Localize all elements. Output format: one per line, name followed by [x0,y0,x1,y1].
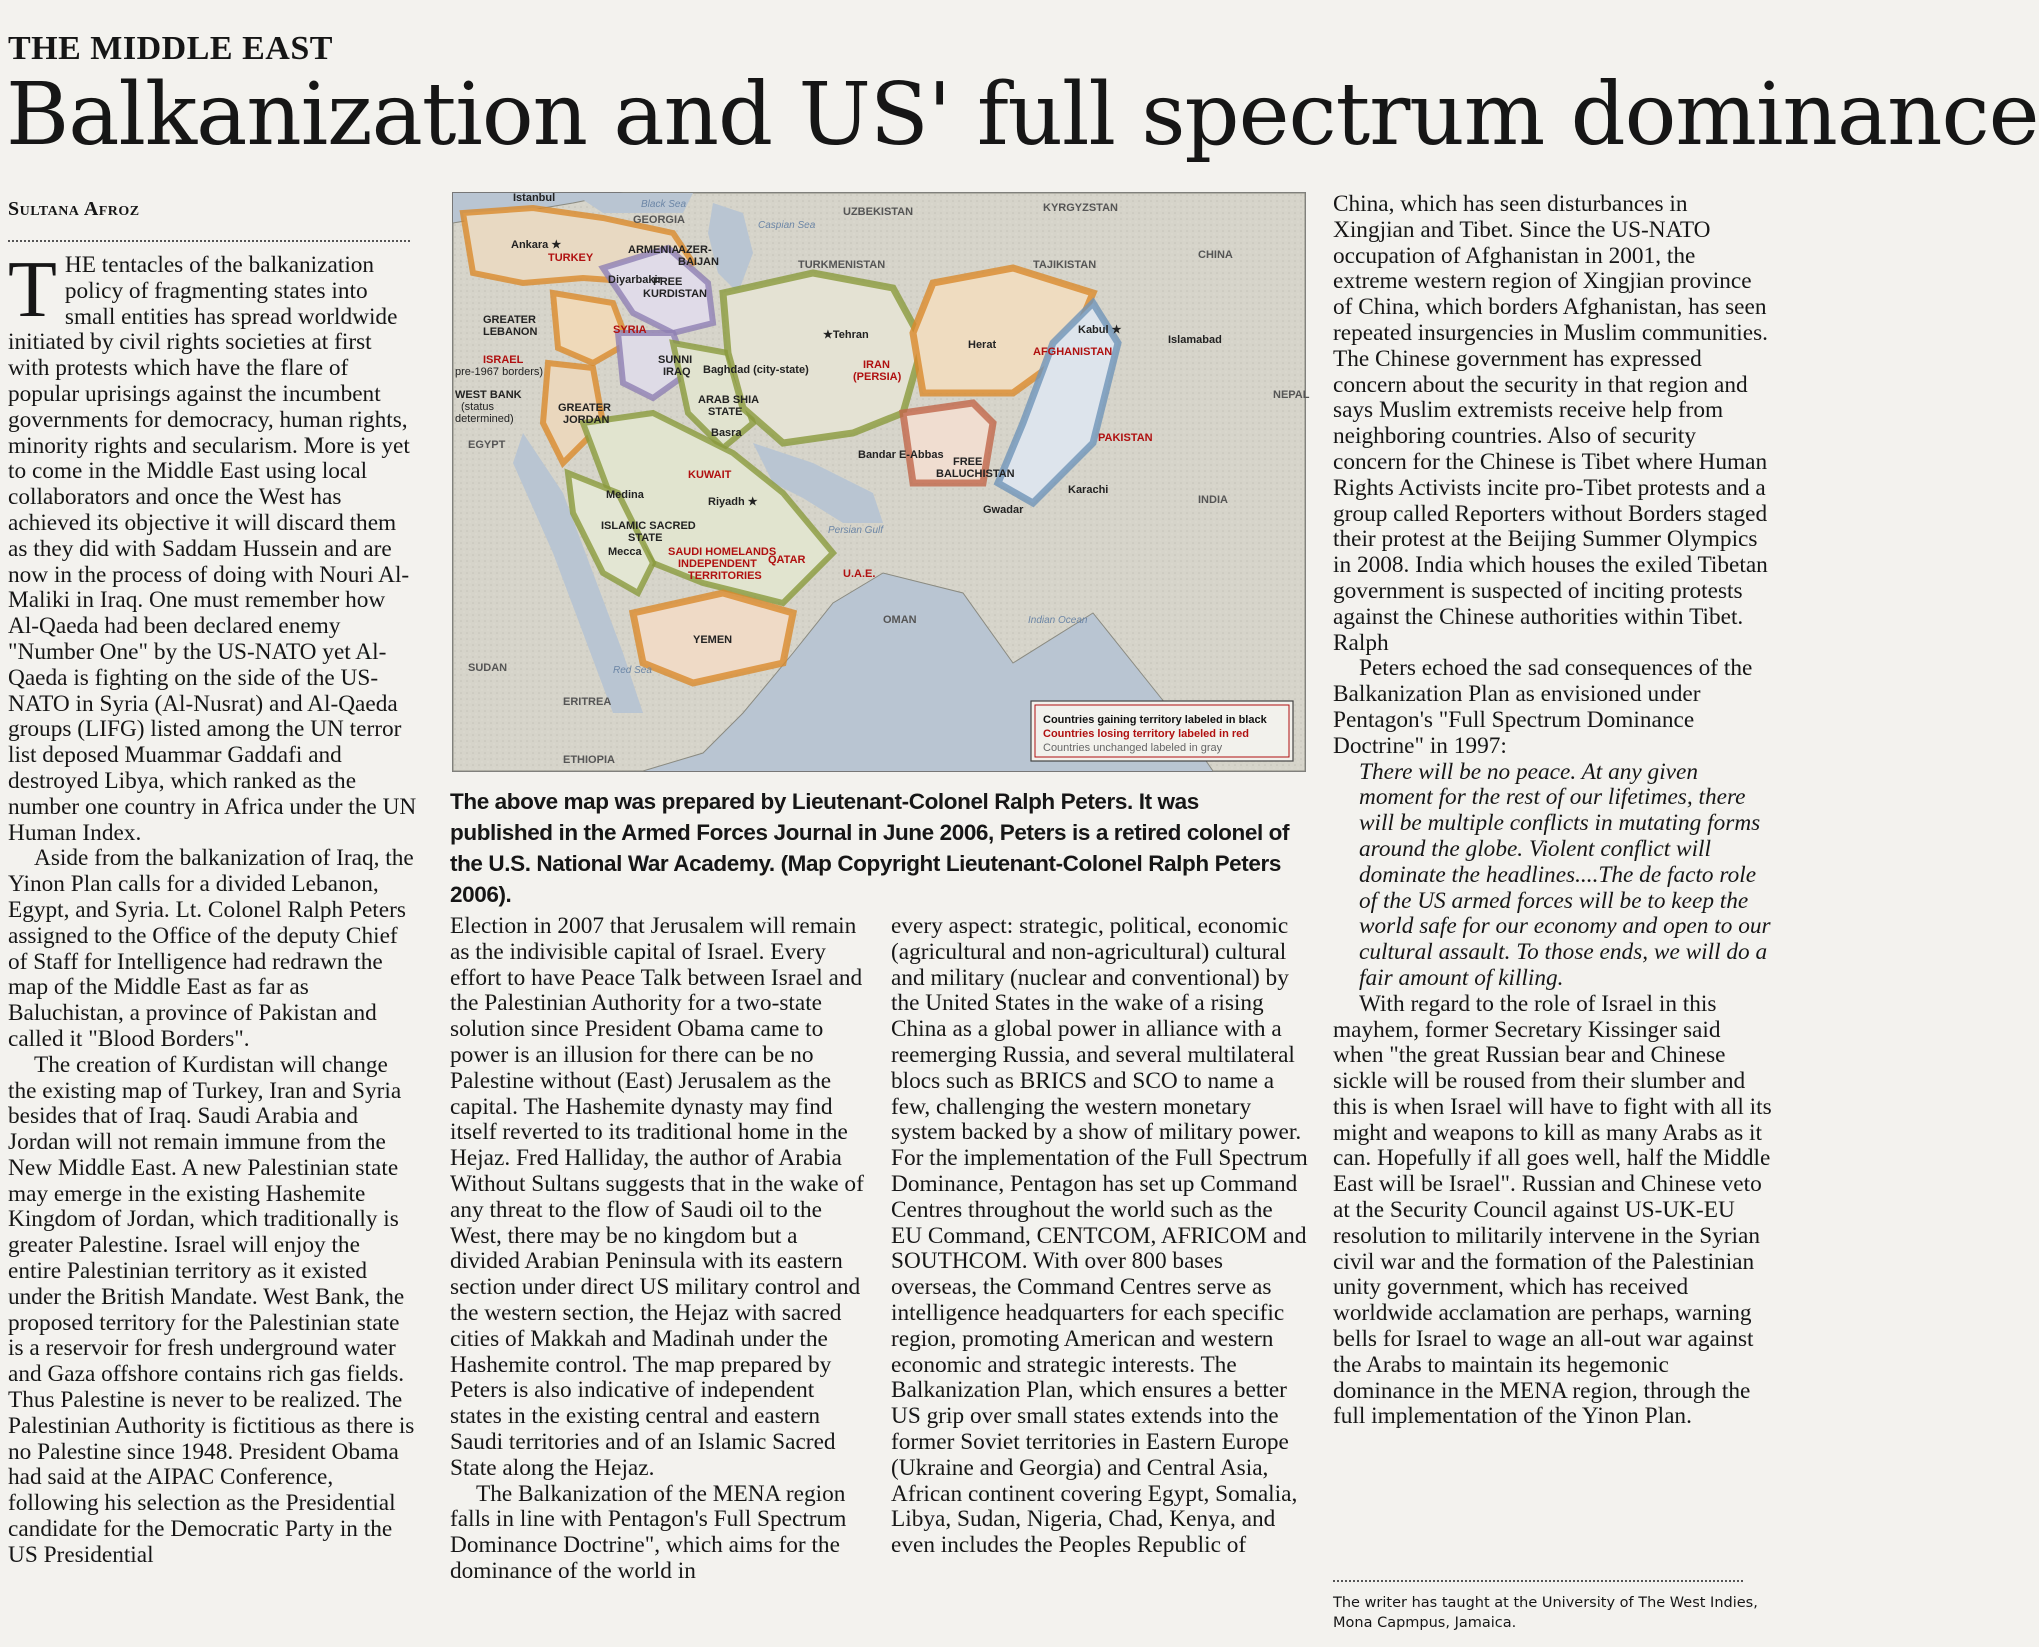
map-label-greater-lebanon: GREATER [483,314,536,326]
map-label-saudi-homelands: TERRITORIES [688,570,762,582]
map-city: Basra [711,427,742,439]
map-caption: The above map was prepared by Lieutenant-Colonel Ralph Peters. It was published in the Armed Forces Journal in June 2006, Peters is a retired colonel of the U.S. National War Academy. (Map Copyright Lieutenant-Colonel Ralph Peters 2006). [450,789,1290,907]
map-label-arab-shia: ARAB SHIA [698,394,760,406]
map-label-caspian-sea: Caspian Sea [758,220,816,231]
map-label-nepal: NEPAL [1273,389,1310,401]
map-label-china: CHINA [1198,249,1233,261]
map-label-georgia: GEORGIA [633,214,685,226]
legend-gray: Countries unchanged labeled in gray [1043,742,1223,754]
map-label-west-bank: determined) [455,413,514,425]
map-label-islamic-sacred: ISLAMIC SACRED [601,520,696,532]
legend-red: Countries losing territory labeled in red [1043,728,1249,740]
map-label-israel: ISRAEL [483,354,524,366]
paragraph: China, which has seen disturbances in Xingjian and Tibet. Since the US-NATO occupation of Afghanistan in 2001, the extreme western region of Xingjian province of China, which borders Afghanistan, has seen repeated insurgencies in Muslim communities. The Chinese government has expressed concern about the security in that region and says Muslim extremists receive help from neighboring countries. Also of security concern for the Chinese is Tibet where Human Rights Activists incite pro-Tibet protests and a group called Reporters without Borders staged their protest at the Beijing Summer Olympics in 2008. India which houses the exiled Tibetan government is suspected of inciting protests against the Chinese authorities within Tibet. Ralph [1333,191,1769,656]
map-label-sudan: SUDAN [468,662,508,674]
map-label-red-sea: Red Sea [613,665,652,676]
map-label-armenia: ARMENIA [628,244,680,256]
map-label-arab-shia: STATE [708,406,743,418]
footnote-divider [1333,1580,1743,1582]
byline: Sultana Afroz [8,198,140,220]
map-city: Islamabad [1168,334,1222,346]
map-label-yemen: YEMEN [693,634,733,646]
map-label-kurdistan: FREE [653,276,683,288]
map-label-iran: (PERSIA) [853,371,902,383]
map-label-free-baluchistan: FREE [953,456,983,468]
map-label-sunni-iraq: SUNNI [658,354,693,366]
map-label-oman: OMAN [883,614,917,626]
map-label-syria: SYRIA [613,324,647,336]
map-city: Gwadar [983,504,1024,516]
map-label-afghanistan: AFGHANISTAN [1033,346,1113,358]
map-label-qatar: QATAR [768,554,806,566]
map-label-greater-lebanon: LEBANON [483,326,538,338]
map-label-ethiopia: ETHIOPIA [563,754,615,766]
map-city: Diyarbakir [608,274,662,286]
map-label-azerbaijan: AZER- [678,244,712,256]
map-label-azerbaijan: BAIJAN [678,256,719,268]
map-city: Mecca [608,546,642,558]
legend-black: Countries gaining territory labeled in black [1043,714,1267,726]
map-label-kuwait: KUWAIT [688,469,732,481]
map-label-egypt: EGYPT [468,439,506,451]
map-label-west-bank: WEST BANK [455,389,522,401]
map-city: Baghdad (city-state) [703,364,809,376]
map-label-iran: IRAN [863,359,890,371]
map-label-turkmenistan: TURKMENISTAN [798,259,886,271]
map-label-sunni-iraq: IRAQ [663,366,691,378]
map-label-eritrea: ERITREA [563,696,612,708]
article-column-3 [891,914,1309,1559]
map-city: Bandar E-Abbas [858,449,944,461]
map-label-uae: U.A.E. [843,568,876,580]
map-city: Riyadh ★ [708,496,758,508]
map-label-uzbekistan: UZBEKISTAN [843,206,914,218]
map-label-greater-jordan: GREATER [558,402,611,414]
headline: Balkanization and US' full spectrum dominance [6,65,2039,165]
map-label-greater-jordan: JORDAN [563,414,610,426]
paragraph: HE tentacles of the balkanization policy of fragmenting states into small entities has spread worldwide initiated by civil rights societies at first with protests which have the flare of popular uprisings against the incumbent governments for democracy, human rights, minority rights and secularism. More is yet to come in the Middle East using local collaborators and once the West has achieved its objective it will discard them as they did with Saddam Hussein and are now in the process of doing with Nouri Al-Maliki in Iraq. One must remember how Al-Qaeda had been declared enemy "Number One" by the US-NATO yet Al-Qaeda is fighting on the side of the US-NATO in Syria (Al-Nusrat) and Al-Qaeda groups (LIFG) listed among the UN terror list deposed Muammar Gaddafi and destroyed Libya, which ranked as the number one country in Africa under the UN Human Index. [8,252,417,846]
map-city: Medina [606,489,644,501]
map-label-persian-gulf: Persian Gulf [828,525,884,536]
map-city: Karachi [1068,484,1109,496]
map-label-tajikistan: TAJIKISTAN [1033,259,1097,271]
map-figure [452,192,1310,772]
map-label-israel: pre-1967 borders) [455,366,544,378]
map-label-kurdistan: KURDISTAN [643,288,707,300]
map-city: Kabul ★ [1078,324,1122,336]
article-column-1 [8,246,418,1569]
section-label: THE MIDDLE EAST [8,30,333,67]
map-legend [1031,701,1293,761]
map-label-kyrgyzstan: KYRGYZSTAN [1043,202,1118,214]
pull-quote: There will be no peace. At any given moment for the rest of our lifetimes, there will be multiple conflicts in mutating forms around the globe. Violent conflict will dominate the headlines....The de facto role of the US armed forces will be to keep the world safe for our economy and open to our cultural assault. To those ends, we will do a fair amount of killing. [1359,758,1771,991]
paragraph: Aside from the balkanization of Iraq, the Yinon Plan calls for a divided Lebanon, Egypt, and Syria. Lt. Colonel Ralph Peters assigned to the Office of the deputy Chief of Staff for Intelligence had redrawn the map of the Middle East as far as Baluchistan, a province of Pakistan and called it "Blood Borders". [8,845,414,1052]
author-footnote: The writer has taught at the University of The West Indies, Mona Capmpus, Jamaica. [1333,1595,1758,1631]
middle-east-map [453,192,1310,771]
map-label-turkey: TURKEY [548,252,594,264]
article-column-4 [1333,192,1773,1430]
map-label-free-baluchistan: BALUCHISTAN [936,468,1015,480]
map-city: ★Tehran [823,329,869,341]
map-label-west-bank: (status [461,401,495,413]
paragraph: Peters echoed the sad consequences of the Balkanization Plan as envisioned under Pentagon's "Full Spectrum Dominance Doctrine" in 1997: [1333,655,1753,759]
region-iran [723,273,923,443]
drop-cap: T [8,246,57,334]
article-column-2 [450,914,870,1585]
map-city: Ankara ★ [511,239,562,251]
paragraph: The Balkanization of the MENA region falls in line with Pentagon's Full Spectrum Dominance Doctrine", which aims for the dominance of the world in [450,1480,847,1584]
byline-divider [8,240,410,242]
map-label-saudi-homelands: SAUDI HOMELANDS [668,546,777,558]
map-label-islamic-sacred: STATE [628,532,663,544]
paragraph: every aspect: strategic, political, economic (agricultural and non-agricultural) cultural and military (nuclear and conventional) by the United States in the wake of a rising China as a global power in alliance with a reemerging Russia, and several multilateral blocs such as BRICS and SCO to name a few, challenging the western monetary system backed by a show of military power. For the implementation of the Full Spectrum Dominance, Pentagon has set up Command Centres throughout the world such as the EU Command, CENTCOM, AFRICOM and SOUTHCOM. With over 800 bases overseas, the Command Centres serve as intelligence headquarters for each specific region, promoting American and western economic and strategic interests. The Balkanization Plan, which ensures a better US grip over small states extends into the former Soviet territories in Eastern Europe (Ukraine and Georgia) and Central Asia, African continent covering Egypt, Somalia, Libya, Sudan, Nigeria, Chad, Kenya, and even includes the Peoples Republic of [891,913,1308,1559]
map-label-india: INDIA [1198,494,1228,506]
map-city: Herat [968,339,997,351]
map-city: Istanbul [513,192,556,204]
map-label-indian-ocean: Indian Ocean [1028,615,1088,626]
map-label-saudi-homelands: INDEPENDENT [678,558,757,570]
paragraph: With regard to the role of Israel in this mayhem, former Secretary Kissinger said when "the great Russian bear and Chinese sickle will be roused from their slumber and this is when Israel will have to fight with all its might and weapons to kill as many Arabs as it can. Hopefully if all goes well, half the Middle East will be Israel". Russian and Chinese veto at the Security Council against US-UK-EU resolution to militarily intervene in the Syrian civil war and the formation of the Palestinian unity government, which has received worldwide acclamation are perhaps, warning bells for Israel to wage an all-out war against the Arabs to maintain its hegemonic dominance in the MENA region, through the full implementation of the Yinon Plan. [1333,990,1772,1430]
map-label-black-sea: Black Sea [641,199,687,210]
paragraph: Election in 2007 that Jerusalem will remain as the indivisible capital of Israel. Every effort to have Peace Talk between Israel and the Palestinian Authority for a two-state solution since President Obama came to power is an illusion for there can be no Palestine without (East) Jerusalem as the capital. The Hashemite dynasty may find itself reverted to its traditional home in the Hejaz. Fred Halliday, the author of Arabia Without Sultans suggests that in the wake of any threat to the flow of Saudi oil to the West, there may be no kingdom but a divided Arabian Peninsula with its eastern section under direct US military control and the western section, the Hejaz with sacred cities of Makkah and Madinah under the Hashemite control. The map prepared by Peters is also indicative of independent states in the existing central and eastern Saudi territories and of an Islamic Sacred State along the Hejaz. [450,913,864,1481]
paragraph: The creation of Kurdistan will change the existing map of Turkey, Iran and Syria besides that of Iraq. Saudi Arabia and Jordan will not remain immune from the New Middle East. A new Palestinian state may emerge in the existing Hashemite Kingdom of Jordan, which traditionally is greater Palestine. Israel will enjoy the entire Palestinian territory as it existed under the British Mandate. West Bank, the proposed territory for the Palestinian state is a reservoir for fresh underground water and Gaza offshore contains rich gas fields. Thus Palestine is never to be realized. The Palestinian Authority is fictitious as there is no Palestine since 1948. President Obama had said at the AIPAC Conference, following his selection as the Presidential candidate for the Democratic Party in the US Presidential [8,1051,415,1568]
map-label-pakistan: PAKISTAN [1098,432,1153,444]
